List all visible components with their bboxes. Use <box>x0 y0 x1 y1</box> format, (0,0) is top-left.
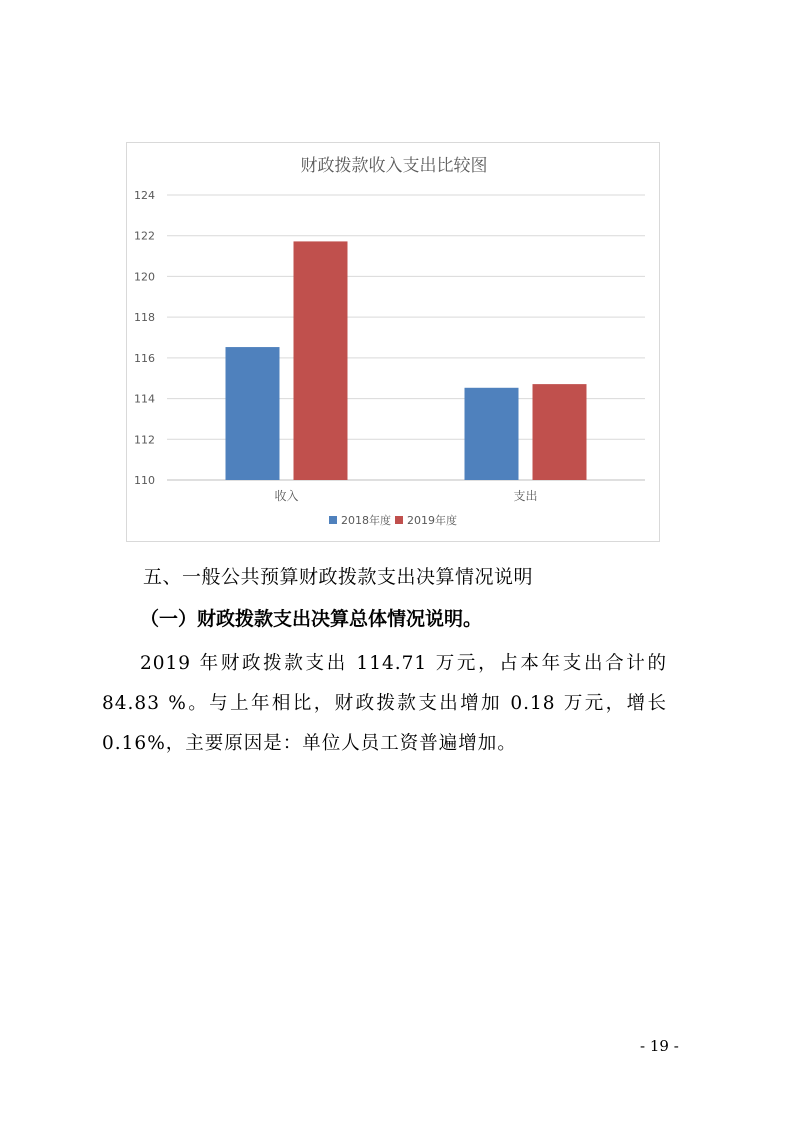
y-tick-label: 120 <box>134 270 155 284</box>
page-number: - 19 - <box>640 1037 679 1055</box>
y-tick-label: 110 <box>134 474 155 487</box>
bar <box>294 241 348 480</box>
x-tick-label: 收入 <box>274 489 299 503</box>
y-tick-label: 112 <box>134 433 155 447</box>
legend-label: 2019年度 <box>407 514 457 527</box>
legend-swatch <box>395 516 403 524</box>
x-tick-label: 支出 <box>513 489 538 503</box>
body-paragraph: 2019 年财政拨款支出 114.71 万元，占本年支出合计的 84.83 %。与上年相比，财政拨款支出增加 0.18 万元，增长 0.16%，主要原因是：单位人员工资普遍增加。 <box>102 653 667 754</box>
y-tick-label: 116 <box>134 351 155 365</box>
y-tick-label: 122 <box>134 229 155 243</box>
chart-canvas <box>127 143 661 543</box>
bar-chart <box>126 142 660 542</box>
y-tick-label: 114 <box>134 392 155 406</box>
y-tick-label: 118 <box>134 311 155 325</box>
bar <box>226 347 280 480</box>
bar <box>465 388 519 480</box>
bar <box>533 384 587 480</box>
legend-swatch <box>329 516 337 524</box>
y-tick-label: 124 <box>134 189 155 202</box>
legend-label: 2018年度 <box>341 514 391 527</box>
chart-title: 财政拨款收入支出比较图 <box>300 156 488 176</box>
sub-heading: （一）财政拨款支出决算总体情况说明。 <box>140 608 483 630</box>
section-heading: 五、一般公共预算财政拨款支出决算情况说明 <box>143 566 534 588</box>
